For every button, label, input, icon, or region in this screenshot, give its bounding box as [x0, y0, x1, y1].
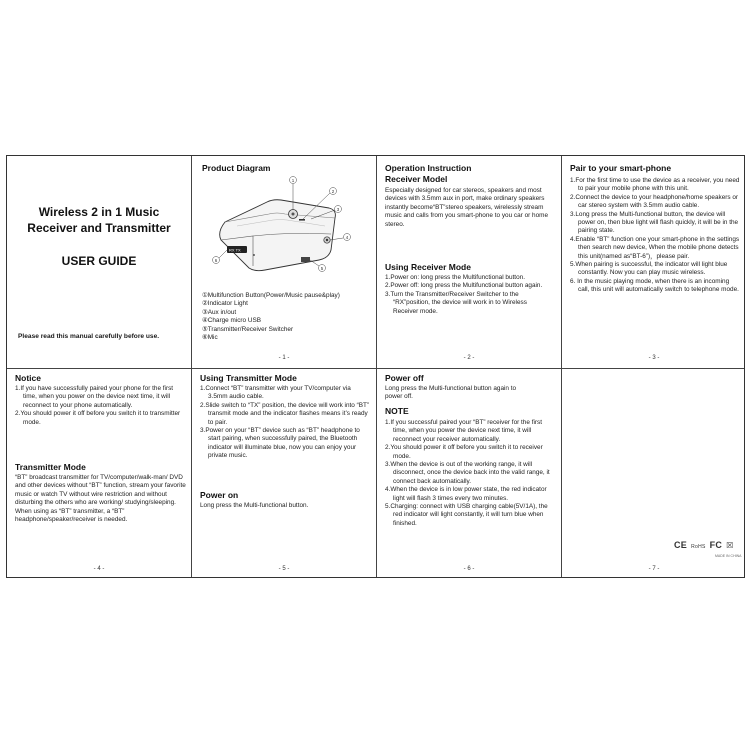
note-step: 1.If you successful paired your “BT” receiver for the first time, when you power the device next time, it will reconnect your receiver automatically. [385, 419, 542, 443]
ce-mark-icon: CE [674, 540, 688, 550]
page-number: - 2 - [463, 355, 475, 361]
pairing-step: 4.Enable “BT” function one your smart-phone in the settings then search new device, When the mobile phone detects this unit(named as“BT-6”)，please pair. [570, 235, 740, 260]
notice-heading: Notice [15, 373, 41, 383]
made-in-label: MADE IN CHINA [715, 554, 742, 558]
page-number: - 6 - [463, 566, 475, 572]
page-number: - 1 - [278, 355, 290, 361]
callout-number-2: 2 [331, 189, 335, 194]
transmitter-mode-heading: Transmitter Mode [15, 462, 86, 472]
certification-panel [562, 369, 746, 579]
parts-list-item: ⑥Mic [202, 334, 218, 342]
note-step: 4.When the device is in low power state, the red indicator light will flash 3 times every two minutes. [385, 486, 547, 502]
notice-step: 1.If you have successfully paired your phone for the first time, when you power on the device next time, it will reconnect to your phone automatically. [15, 385, 174, 409]
notice-steps [15, 385, 185, 427]
recycle-bin-icon: ☒ [726, 541, 734, 550]
using-transmitter-heading: Using Transmitter Mode [200, 373, 297, 383]
receiver-step: 1.Power on: long press the Multifunctional button. [385, 274, 525, 281]
operation-instruction-panel [377, 156, 561, 368]
power-off-heading: Power off [385, 373, 424, 383]
page-number: - 5 - [278, 566, 290, 572]
callout-number-1: 1 [291, 178, 295, 183]
receiver-steps [385, 274, 553, 316]
callout-number-6: 6 [214, 258, 218, 263]
rohs-mark-icon: RoHS [691, 544, 706, 550]
transmitter-mode-text: “BT” broadcast transmitter for TV/computer/walk-man/ DVD and other devices without “BT” function, stream your favorite music or watch TV without wire restriction and without disturbing the others who are working/ studying/sleeping. When using as “BT” transmitter, a “BT” headphone/speaker/receiver is needed. [15, 474, 186, 524]
power-on-text: Long press the Multi-functional button. [200, 502, 309, 509]
indicator-light-icon [299, 219, 305, 221]
note-step: 3.When the device is out of the working range, it will disconnect, once the device back into the valid range, it connect back automatically. [385, 461, 550, 485]
transmitter-step: 2.Slide switch to “TX” position, the device will work into “BT” transmit mode and the indicator flashes means it’s ready to pair. [200, 401, 370, 426]
parts-list-item: ①Multifunction Button(Power/Music pause&play) [202, 292, 340, 299]
mic-icon [253, 254, 255, 256]
parts-list-item: ③Aux in/out [202, 308, 237, 316]
parts-list-item: ⑤Transmitter/Receiver Switcher [202, 325, 294, 333]
pairing-step: 6. In the music playing mode, when there is an incoming call, this unit will automatically switch to telephone mode. [570, 277, 739, 294]
cover-title-line2: Receiver and Transmitter [27, 221, 171, 235]
multifunction-button-center [292, 213, 295, 216]
note-step: 5.Charging: connect with USB charging cable(5V/1A), the red indicator will light constantly, it will turn blue when finished. [385, 503, 548, 527]
manual-sheet [6, 155, 745, 578]
power-on-heading: Power on [200, 490, 239, 500]
cover-panel [7, 156, 191, 368]
device-switch-label: RX TX [229, 247, 241, 253]
pairing-step: 1.For the first time to use the device as a receiver, you need to pair your mobile phone with this unit. [570, 177, 740, 193]
callout-number-5: 5 [320, 266, 324, 271]
page-number: - 3 - [648, 355, 660, 361]
receiver-model-heading: Receiver Model [385, 174, 448, 184]
read-manual-note: Please read this manual carefully before use. [18, 333, 160, 340]
parts-list [202, 292, 372, 342]
transmitter-step: 3.Power on your “BT” device such as “BT” headphone to start pairing, when successfully paired, the Bluetooth indicator will illuminate blue, now you can enjoy your private music. [200, 427, 360, 460]
transmitter-steps [200, 385, 372, 461]
receiver-step: 2.Power off: long press the Multifunctional button again. [385, 282, 543, 290]
power-off-text: Long press the Multi-functional button again to power off. [385, 385, 517, 401]
receiver-intro-text: Especially designed for car stereos, speakers and most devices with 3.5mm aux in port, make ordinary speakers instantly become“BT”stereo speakers, wirelessly stream music and calls from you smart-phone to you car or home stereo. [385, 187, 549, 228]
cover-title-line1: Wireless 2 in 1 Music [38, 205, 160, 219]
using-receiver-heading: Using Receiver Mode [385, 262, 471, 272]
pairing-step: 3.Long press the Multi-functional button, the device will power on, then blue light will flash quickly, it will be in the pairing state. [570, 210, 739, 235]
callout-number-4: 4 [345, 235, 349, 240]
certification-marks [672, 540, 734, 550]
note-step: 2.You should power it off before you switch it to receiver mode. [385, 444, 543, 460]
page-number: - 4 - [93, 566, 105, 572]
notice-panel [7, 369, 191, 579]
pairing-heading: Pair to your smart-phone [570, 163, 672, 173]
receiver-step: 3.Turn the Transmitter/Receiver Switcher to the “RX”position, the device will work in to Wireless Receiver mode. [385, 290, 527, 315]
pairing-panel [562, 156, 746, 368]
page-number: - 7 - [648, 566, 660, 572]
transmitter-panel [192, 369, 376, 579]
callout-number-3: 3 [336, 207, 340, 212]
pairing-step: 5.When pairing is successful, the indicator will light blue constantly. Now you can play music wireless. [570, 261, 728, 277]
fc-mark-icon: FC [709, 540, 723, 550]
transmitter-step: 1.Connect “BT” transmitter with your TV/computer via 3.5mm audio cable. [200, 385, 351, 401]
note-steps [385, 419, 557, 528]
device-body [220, 200, 336, 271]
product-diagram-heading: Product Diagram [202, 163, 271, 173]
notice-step: 2.You should power it off before you switch it to transmitter mode. [15, 410, 181, 426]
parts-list-item: ④Charge micro USB [202, 317, 262, 325]
power-off-panel [377, 369, 561, 579]
aux-port-center [326, 239, 328, 241]
user-guide-title: USER GUIDE [61, 254, 137, 268]
parts-list-item: ②Indicator Light [202, 300, 248, 308]
usb-port-icon [301, 257, 310, 262]
device-diagram [207, 174, 372, 276]
operation-heading: Operation Instruction [385, 163, 472, 173]
note-heading: NOTE [385, 406, 409, 416]
callout-line-6 [219, 250, 227, 258]
product-diagram-panel [192, 156, 376, 368]
pairing-step: 2.Connect the device to your headphone/home speakers or car stereo system with 3.5mm audio cable. [570, 193, 739, 210]
pairing-steps [570, 177, 740, 295]
